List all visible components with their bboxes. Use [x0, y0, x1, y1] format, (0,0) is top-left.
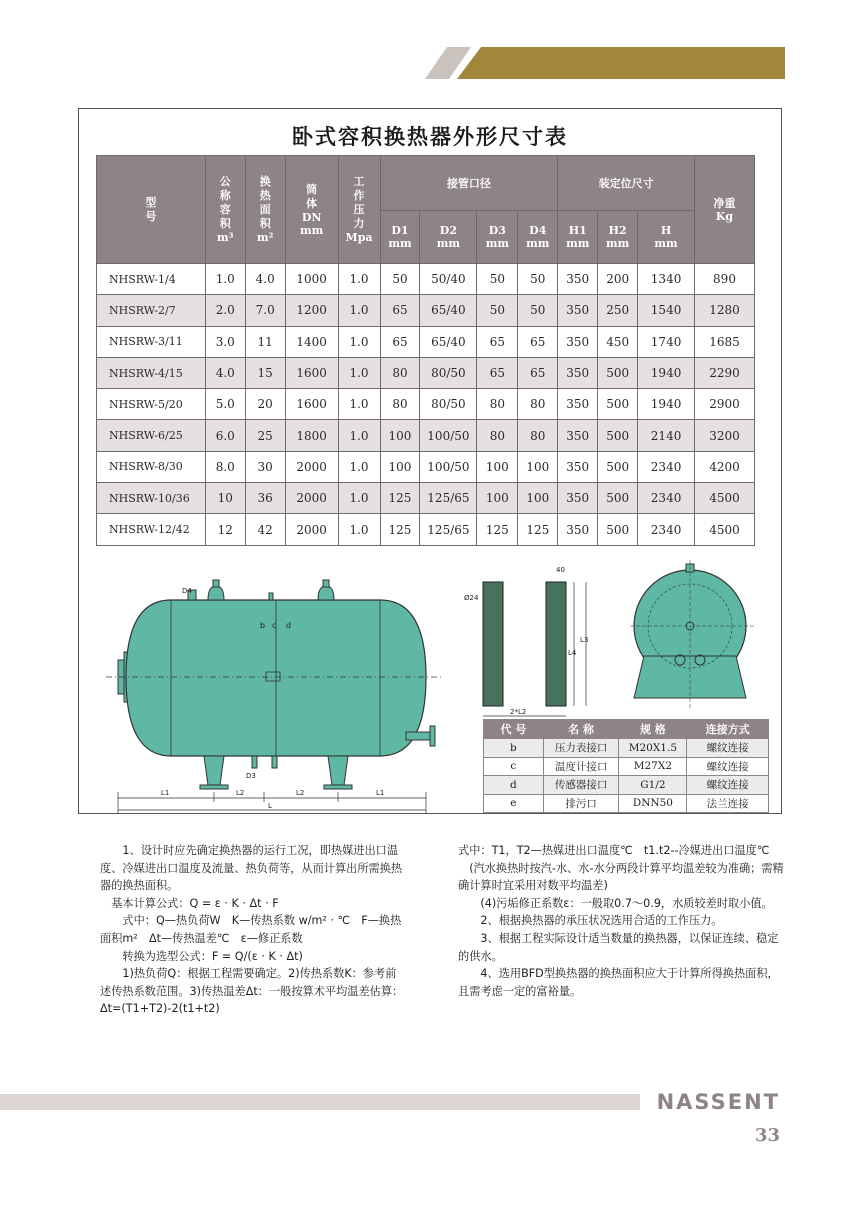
table-cell: 80	[477, 389, 518, 420]
table-cell: 2340	[638, 483, 695, 514]
label-b: b	[260, 621, 266, 630]
table-cell: 125	[518, 514, 558, 545]
end-view	[630, 560, 756, 710]
header-h2: H2 mm	[598, 211, 638, 264]
table-cell: 20	[245, 389, 285, 420]
note-right-6: 4、选用BFD型换热器的换热面积应大于计算所得换热面积，且需考虑一定的富裕量。	[458, 967, 779, 998]
table-cell: 1.0	[338, 483, 380, 514]
table-cell: 100	[380, 420, 420, 451]
table-cell: e	[484, 794, 544, 813]
table-cell: d	[484, 776, 544, 795]
dimension-table	[96, 155, 755, 546]
table-cell: 350	[558, 483, 598, 514]
note-left-4: 转换为选型公式：F = Q/(ε · K · Δt)	[122, 949, 303, 963]
label-l2-b: L2	[296, 789, 305, 797]
table-cell: 压力表接口	[543, 739, 619, 758]
table-cell: 50	[477, 264, 518, 295]
table-cell: 100/50	[420, 420, 477, 451]
label-d4: D4	[182, 587, 192, 595]
page-title: 卧式容积换热器外形尺寸表	[292, 125, 568, 149]
table-row	[97, 264, 755, 295]
table-cell: 1.0	[338, 295, 380, 326]
table-cell: 1.0	[338, 514, 380, 545]
table-cell: 6.0	[205, 420, 245, 451]
table-cell: 65	[477, 326, 518, 357]
table-cell: 350	[558, 420, 598, 451]
table-cell: 1.0	[338, 357, 380, 388]
table-cell: 65	[477, 357, 518, 388]
table-cell: 65	[380, 295, 420, 326]
table-cell: 65	[518, 326, 558, 357]
table-row	[97, 514, 755, 545]
table-cell: 1.0	[338, 420, 380, 451]
table-cell: 1200	[285, 295, 338, 326]
table-cell: 1600	[285, 357, 338, 388]
table-row	[97, 389, 755, 420]
table-cell: 2140	[638, 420, 695, 451]
brand-name: NASSENT	[656, 1090, 780, 1114]
table-cell: 50/40	[420, 264, 477, 295]
connection-table	[483, 719, 769, 813]
header-pipe-group: 接管口径	[380, 156, 558, 211]
table-cell: 890	[695, 264, 755, 295]
table-row	[484, 739, 769, 758]
table-cell: 15	[245, 357, 285, 388]
table-row	[97, 357, 755, 388]
table-cell: 10	[205, 483, 245, 514]
table-cell: 1540	[638, 295, 695, 326]
table-row	[484, 757, 769, 776]
table-cell: 80	[380, 389, 420, 420]
table-cell: 350	[558, 264, 598, 295]
footer-bar	[0, 1094, 640, 1110]
table-cell: 42	[245, 514, 285, 545]
header-weight: 净重 Kg	[695, 156, 755, 264]
label-l4: L4	[568, 649, 577, 657]
table-cell: 温度计接口	[543, 757, 619, 776]
table-cell: 450	[598, 326, 638, 357]
notes-right	[458, 842, 786, 1000]
label-c: c	[272, 621, 277, 630]
note-right-5: 3、根据工程实际设计适当数量的换热器，以保证连续、稳定的供水。	[458, 931, 779, 963]
model-cell: NHSRW-12/42	[97, 514, 206, 545]
table-cell: 25	[245, 420, 285, 451]
table-cell: 30	[245, 451, 285, 482]
header-decor-band	[425, 47, 785, 79]
table-cell: 100	[518, 451, 558, 482]
support-plates	[464, 566, 588, 716]
table-cell: 50	[518, 295, 558, 326]
table-cell: 500	[598, 483, 638, 514]
label-40: 40	[556, 566, 565, 574]
note-left-3: 式中：Q—热负荷W K—传热系数 w/m² · ℃ F—换热面积m² Δt—传热温差℃ ε—修正系数	[100, 914, 402, 945]
table-cell: 1685	[695, 326, 755, 357]
table-cell: 法兰连接	[687, 794, 769, 813]
note-left-5: 1)热负荷Q：根据工程需要确定。2)传热系数K：参考前述传热系数范围。3)传热温差Δt：一般按算术平均温差估算：Δt=(T1+T2)-2(t1+t2)	[100, 967, 404, 1016]
table-cell: 50	[380, 264, 420, 295]
table-cell: 3200	[695, 420, 755, 451]
table-cell: 50	[477, 295, 518, 326]
table-cell: 500	[598, 451, 638, 482]
header-d4: D4 mm	[518, 211, 558, 264]
table-cell: G1/2	[619, 776, 687, 795]
table-cell: 2340	[638, 514, 695, 545]
table-cell: 65/40	[420, 295, 477, 326]
table-cell: 1340	[638, 264, 695, 295]
model-cell: NHSRW-10/36	[97, 483, 206, 514]
header-d3: D3 mm	[477, 211, 518, 264]
notes-left	[100, 842, 404, 1018]
table-cell: 80/50	[420, 357, 477, 388]
table-cell: 1600	[285, 389, 338, 420]
table-cell: 12	[205, 514, 245, 545]
table-cell: c	[484, 757, 544, 776]
label-l1: L1	[161, 789, 170, 797]
table-cell: 7.0	[245, 295, 285, 326]
table-row	[97, 295, 755, 326]
table-cell: 1.0	[338, 451, 380, 482]
table-cell: 350	[558, 357, 598, 388]
table-cell: 125	[380, 514, 420, 545]
table-cell: 1.0	[338, 326, 380, 357]
table-cell: 1.0	[338, 264, 380, 295]
header-d2: D2 mm	[420, 211, 477, 264]
table-cell: 2.0	[205, 295, 245, 326]
model-cell: NHSRW-1/4	[97, 264, 206, 295]
table-cell: 200	[598, 264, 638, 295]
header-h1: H1 mm	[558, 211, 598, 264]
header-dn: 筒体 DN mm	[285, 156, 338, 264]
table-cell: 100	[380, 451, 420, 482]
table-cell: M20X1.5	[619, 739, 687, 758]
parts-header-code: 代 号	[484, 720, 544, 739]
table-cell: 1000	[285, 264, 338, 295]
header-d1: D1 mm	[380, 211, 420, 264]
table-cell: 125/65	[420, 483, 477, 514]
header-area: 换热面积 m²	[245, 156, 285, 264]
parts-header-name: 名 称	[543, 720, 619, 739]
label-l: L	[268, 802, 272, 810]
table-cell: 1.0	[338, 389, 380, 420]
horizontal-tank	[106, 580, 441, 814]
header-model: 型号	[97, 156, 206, 264]
table-cell: 1940	[638, 357, 695, 388]
parts-header-spec: 规 格	[619, 720, 687, 739]
model-cell: NHSRW-4/15	[97, 357, 206, 388]
note-left-2: 基本计算公式：Q = ε · K · Δt · F	[111, 896, 279, 910]
table-cell: 100	[518, 483, 558, 514]
table-cell: 65	[380, 326, 420, 357]
table-cell: 4.0	[205, 357, 245, 388]
table-cell: 5.0	[205, 389, 245, 420]
table-cell: 4500	[695, 483, 755, 514]
table-row	[97, 483, 755, 514]
table-cell: 排污口	[543, 794, 619, 813]
model-cell: NHSRW-5/20	[97, 389, 206, 420]
label-l1-b: L1	[376, 789, 385, 797]
table-cell: 350	[558, 389, 598, 420]
table-row	[484, 776, 769, 795]
table-cell: 125	[477, 514, 518, 545]
label-d3: D3	[246, 772, 256, 780]
label-l3: L3	[580, 636, 589, 644]
table-cell: 1.0	[205, 264, 245, 295]
table-cell: 2000	[285, 451, 338, 482]
table-cell: 2340	[638, 451, 695, 482]
table-row	[97, 420, 755, 451]
note-left-1: 1、设计时应先确定换热器的运行工况，即热媒进出口温度、冷媒进出口温度及流量、热负荷等，从而计算出所需换热器的换热面积。	[100, 844, 403, 893]
table-cell: 350	[558, 451, 598, 482]
table-cell: 100	[477, 483, 518, 514]
model-cell: NHSRW-8/30	[97, 451, 206, 482]
table-cell: 36	[245, 483, 285, 514]
table-cell: 2290	[695, 357, 755, 388]
page-number: 33	[754, 1125, 780, 1146]
model-cell: NHSRW-6/25	[97, 420, 206, 451]
table-cell: 350	[558, 514, 598, 545]
table-row	[97, 451, 755, 482]
table-cell: 螺纹连接	[687, 757, 769, 776]
table-cell: M27X2	[619, 757, 687, 776]
label-2l2: 2*L2	[510, 708, 527, 716]
label-l2-a: L2	[236, 789, 245, 797]
table-cell: 2000	[285, 483, 338, 514]
table-cell: 传感器接口	[543, 776, 619, 795]
table-cell: 350	[558, 326, 598, 357]
table-cell: 2900	[695, 389, 755, 420]
table-cell: 4500	[695, 514, 755, 545]
note-right-4: 2、根据换热器的承压状况选用合适的工作压力。	[480, 914, 723, 928]
table-cell: DNN50	[619, 794, 687, 813]
table-cell: 250	[598, 295, 638, 326]
table-cell: 125	[380, 483, 420, 514]
table-cell: 500	[598, 357, 638, 388]
table-cell: 1940	[638, 389, 695, 420]
table-cell: 125/65	[420, 514, 477, 545]
header-pos-group: 装定位尺寸	[558, 156, 695, 211]
parts-header-connection: 连接方式	[687, 720, 769, 739]
header-volume: 公称容积 m³	[205, 156, 245, 264]
table-cell: 80	[518, 389, 558, 420]
table-cell: 1280	[695, 295, 755, 326]
note-right-3: (4)污垢修正系数ε：一般取0.7～0.9，水质较差时取小值。	[480, 896, 773, 910]
table-cell: 4.0	[245, 264, 285, 295]
table-row	[484, 794, 769, 813]
table-cell: 65/40	[420, 326, 477, 357]
label-d: d	[286, 621, 292, 630]
table-cell: 100	[477, 451, 518, 482]
table-cell: 8.0	[205, 451, 245, 482]
table-cell: 4200	[695, 451, 755, 482]
table-cell: 50	[518, 264, 558, 295]
table-cell: 11	[245, 326, 285, 357]
table-cell: 3.0	[205, 326, 245, 357]
table-cell: 1740	[638, 326, 695, 357]
label-phi24: Ø24	[464, 594, 479, 602]
note-right-2: (汽水换热时按汽-水、水-水分两段计算平均温差较为准确；需精确计算时宜采用对数平均温差)	[458, 861, 784, 893]
table-cell: 65	[518, 357, 558, 388]
table-cell: 80/50	[420, 389, 477, 420]
header-pressure: 工作压力 Mpa	[338, 156, 380, 264]
note-right-1: 式中：T1，T2—热媒进出口温度℃ t1.t2--冷媒进出口温度℃	[458, 844, 770, 857]
table-cell: 500	[598, 420, 638, 451]
table-cell: 1400	[285, 326, 338, 357]
table-cell: 2000	[285, 514, 338, 545]
table-cell: b	[484, 739, 544, 758]
table-cell: 80	[477, 420, 518, 451]
table-cell: 1800	[285, 420, 338, 451]
table-cell: 80	[518, 420, 558, 451]
model-cell: NHSRW-2/7	[97, 295, 206, 326]
table-cell: 500	[598, 514, 638, 545]
table-cell: 螺纹连接	[687, 776, 769, 795]
table-row	[97, 326, 755, 357]
header-h: H mm	[638, 211, 695, 264]
table-cell: 100/50	[420, 451, 477, 482]
table-cell: 螺纹连接	[687, 739, 769, 758]
model-cell: NHSRW-3/11	[97, 326, 206, 357]
table-cell: 350	[558, 295, 598, 326]
table-cell: 500	[598, 389, 638, 420]
table-cell: 80	[380, 357, 420, 388]
